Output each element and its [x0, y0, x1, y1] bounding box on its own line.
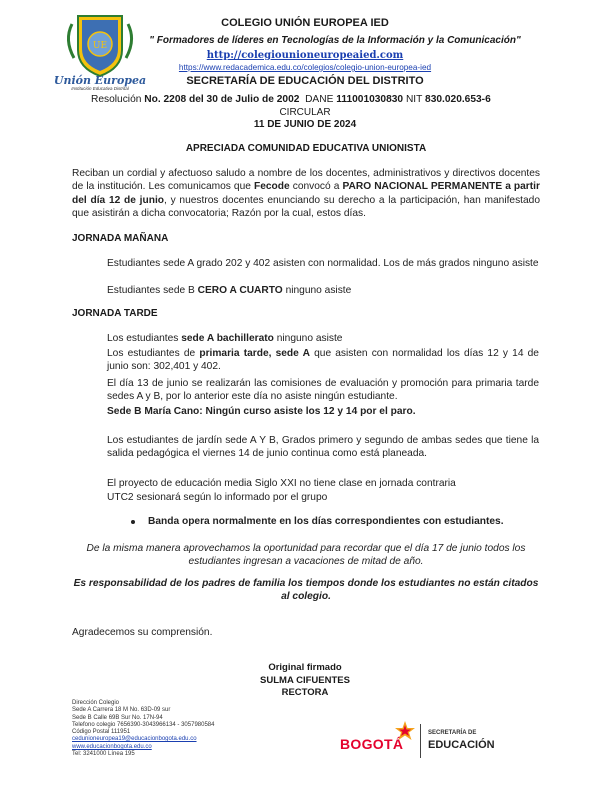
- jornada-tarde-line2: Los estudiantes de primaria tarde, sede A que asisten con normalidad los días 12 y 14 de junio son: 302,401 y 402.: [107, 348, 539, 373]
- paro-text: PARO NACIONAL PERMANENTE a partir del día 12 de junio: [72, 181, 540, 206]
- footer-contact: [72, 700, 272, 758]
- secretaria-line2: EDUCACIÓN: [428, 739, 495, 751]
- jornada-tarde-line6: El proyecto de educación media Siglo XXI no tiene clase en jornada contraria: [107, 478, 456, 489]
- firma-role: RECTORA: [281, 687, 329, 698]
- secretaria-title: SECRETARÍA DE EDUCACIÓN DEL DISTRITO: [186, 75, 424, 87]
- school-name: COLEGIO UNIÓN EUROPEA IED: [221, 17, 389, 29]
- nit-label: NIT: [405, 94, 423, 105]
- circular-date: 11 DE JUNIO DE 2024: [253, 119, 357, 130]
- responsabilidad-note: Es responsabilidad de los padres de familia los tiempos donde los estudiantes no están citados al colegio.: [73, 578, 539, 603]
- resolucion-line: [91, 94, 561, 105]
- svg-text:UE: UE: [92, 41, 108, 51]
- jornada-tarde-line4: Sede B María Cano: Ningún curso asiste los 12 y 14 por el paro.: [107, 406, 416, 417]
- bogota-logo: [340, 720, 500, 760]
- fecode-text: Fecode: [254, 181, 290, 193]
- school-motto: " Formadores de líderes en Tecnologías de la Información y la Comunicación": [149, 35, 521, 46]
- jornada-tarde-title: JORNADA TARDE: [72, 308, 158, 319]
- redacademica-link[interactable]: https://www.redacademica.edu.co/colegios/colegio-union-europea-ied: [178, 63, 432, 72]
- vacaciones-note: De la misma manera aprovechamos la oportunidad para recordar que el día 17 de junio todos los estudiantes ingresan a vacaciones de mitad de año.: [86, 543, 526, 568]
- resolucion-label: Resolución: [91, 94, 142, 105]
- footer-line: Telefono colegio 7656390-3043966134 - 3057980584: [72, 721, 215, 728]
- resolucion-number: No. 2208 del 30 de Julio de 2002: [144, 94, 300, 105]
- dane-label: DANE: [305, 94, 334, 105]
- footer-email-link[interactable]: cedunioneuropea19@educacionbogota.edu.co: [72, 736, 197, 743]
- banda-item: Banda opera normalmente en los días correspondientes con estudiantes.: [148, 516, 504, 527]
- circular-label: CIRCULAR: [279, 107, 331, 118]
- nit-value: 830.020.653-6: [425, 94, 491, 105]
- jornada-tarde-line7: UTC2 sesionará según lo informado por el grupo: [107, 492, 328, 503]
- logo-subtext: Institución Educativa Distrital: [71, 86, 129, 91]
- firma-original: Original firmado: [268, 662, 342, 673]
- jornada-manana-line1: Estudiantes sede A grado 202 y 402 asisten con normalidad. Los de más grados ninguno asiste: [107, 258, 539, 269]
- jornada-tarde-line3: El día 13 de junio se realizarán las comisiones de evaluación y promoción para primaria tarde sedes A y B, por lo anterior este día no asiste ningún estudiante.: [107, 378, 539, 403]
- jornada-tarde-line1: Los estudiantes sede A bachillerato ninguno asiste: [107, 333, 343, 344]
- firma-name: SULMA CIFUENTES: [260, 675, 350, 686]
- logo-divider: [420, 724, 421, 758]
- logo-text: Unión Europea: [53, 74, 147, 87]
- footer-line: Tel: 3241000 Línea 195: [72, 751, 135, 758]
- secretaria-line1: SECRETARÍA DE: [428, 730, 477, 736]
- bogota-wordmark: BOGOTÁ: [340, 736, 404, 752]
- jornada-tarde-line5: Los estudiantes de jardín sede A Y B, Grados primero y segundo de ambas sedes que tiene la salida pedagógica el viernes 14 de junio continua como está planeada.: [107, 435, 539, 460]
- agradecimiento: Agradecemos su comprensión.: [72, 627, 213, 638]
- footer-web-link[interactable]: www.educacionbogota.edu.co: [72, 743, 152, 750]
- banda-bullet-icon: [131, 520, 135, 524]
- jornada-manana-title: JORNADA MAÑANA: [72, 233, 169, 244]
- greeting: APRECIADA COMUNIDAD EDUCATIVA UNIONISTA: [185, 143, 427, 154]
- footer-line: Código Postal 111951: [72, 729, 131, 736]
- footer-line: Dirección Colegio: [72, 700, 120, 706]
- footer-line: Sede A Carrera 18 M No. 63D-09 sur: [72, 707, 171, 714]
- dane-value: 111001030830: [336, 94, 404, 105]
- footer-line: Sede B Calle 69B Sur No. 17N-94: [72, 714, 163, 721]
- school-website-link[interactable]: http://colegiounioneuropeaied.com: [206, 50, 404, 61]
- jornada-manana-line2: Estudiantes sede B CERO A CUARTO ninguno asiste: [107, 285, 352, 296]
- intro-paragraph: Reciban un cordial y afectuoso saludo a nombre de los docentes, administrativos y directivos docentes de la institución. Les comunicamos que Fecode convocó a PARO NACIONAL PERMANENTE a partir del día 12 de junio, y nuestros docentes enunciando su derecho a la participación, han manifestado que asistirán a dicha convocatoria; Razón por la cual, estos días.: [72, 168, 540, 220]
